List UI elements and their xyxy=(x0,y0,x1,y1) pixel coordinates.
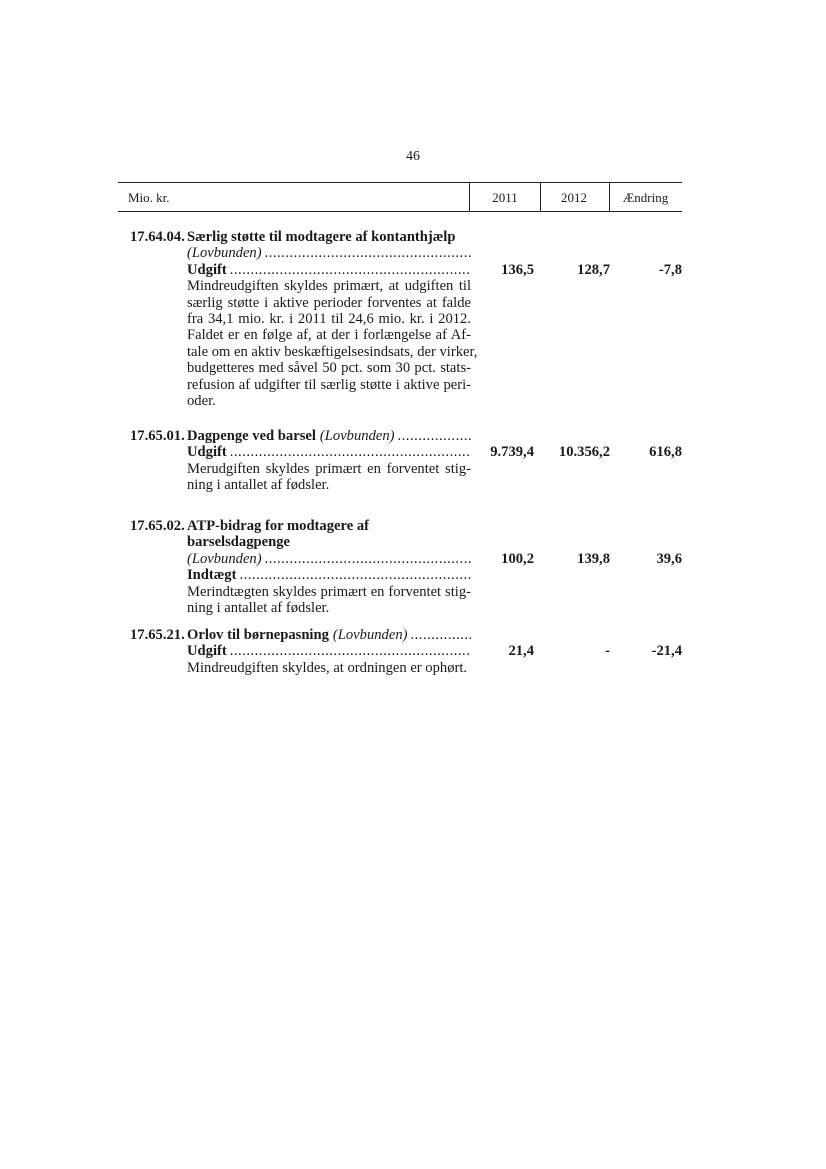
account-code: 17.65.02. xyxy=(130,518,185,534)
description-line: tale om en aktiv beskæftigelsesindsats, der virker, xyxy=(187,343,478,360)
description-line: Mindreudgiften skyldes, at ordningen er ophørt. xyxy=(187,659,468,676)
leader-dots xyxy=(410,627,471,643)
account-code: 17.65.01. xyxy=(130,428,185,444)
value-change: -7,8 xyxy=(658,261,682,278)
leader-dots xyxy=(398,428,472,444)
type-line xyxy=(187,567,471,583)
value-2011: 9.739,4 xyxy=(490,444,534,461)
title-line xyxy=(187,428,471,444)
entry-type: Udgift xyxy=(187,444,227,461)
law-line xyxy=(187,551,471,567)
leader-dots xyxy=(230,262,471,278)
entry-title: Særlig støtte til modtagere af kontanthjælp xyxy=(187,229,456,245)
leader-dots xyxy=(230,444,471,460)
title-line xyxy=(187,627,471,643)
leader-dots xyxy=(239,567,471,583)
description-line: særlig støtte i aktive perioder forventes at falde xyxy=(187,294,471,311)
value-change: 616,8 xyxy=(649,444,682,461)
leader-dots xyxy=(265,551,471,567)
law-label: (Lovbunden) xyxy=(187,550,262,567)
description-line: ning i antallet af fødsler. xyxy=(187,477,330,494)
value-2011: 100,2 xyxy=(501,550,534,567)
entry-description xyxy=(187,278,478,410)
law-label: (Lovbunden) xyxy=(319,428,395,444)
entry-title: Dagpenge ved barsel xyxy=(187,428,316,444)
unit-header: Mio. kr. xyxy=(128,190,170,205)
type-line xyxy=(187,444,471,460)
entry-description xyxy=(187,461,471,494)
column-header-2012: 2012 xyxy=(539,183,610,211)
type-line xyxy=(187,643,471,659)
law-label: (Lovbunden) xyxy=(332,627,408,643)
description-line: Merudgiften skyldes primært en forventet stig- xyxy=(187,460,471,477)
description-line: refusion af udgifter til særlig støtte i aktive peri- xyxy=(187,376,471,393)
account-code: 17.65.21. xyxy=(130,627,185,643)
entry-body xyxy=(187,627,471,676)
table-header xyxy=(118,182,682,212)
leader-dots xyxy=(265,245,471,261)
entry-description xyxy=(187,584,471,617)
value-2012: 128,7 xyxy=(577,261,610,278)
description-line: Mindreudgiften skyldes primært, at udgiften til xyxy=(187,278,471,295)
entry-body xyxy=(187,428,471,494)
entry-description xyxy=(187,660,471,676)
entry-title: ATP-bidrag for modtagere af barselsdagpenge xyxy=(187,518,369,551)
value-2011: 136,5 xyxy=(501,261,534,278)
entry-type: Udgift xyxy=(187,643,227,660)
value-change: 39,6 xyxy=(656,550,682,567)
type-line xyxy=(187,262,471,278)
entry-type: Udgift xyxy=(187,261,227,278)
description-line: budgetteres med såvel 50 pct. som 30 pct. stats- xyxy=(187,360,471,377)
value-2012: 139,8 xyxy=(577,550,610,567)
description-line: oder. xyxy=(187,393,216,410)
law-label: (Lovbunden) xyxy=(187,245,262,262)
page-number: 46 xyxy=(406,149,420,164)
column-header-2011: 2011 xyxy=(469,183,541,211)
description-line: Faldet er en følge af, at der i forlængelse af Af- xyxy=(187,327,471,344)
law-line xyxy=(187,245,471,261)
entry-title: Orlov til børnepasning xyxy=(187,627,329,643)
account-code: 17.64.04. xyxy=(130,229,185,245)
value-change: -21,4 xyxy=(651,643,682,660)
value-2012: - xyxy=(605,643,610,660)
value-2012: 10.356,2 xyxy=(558,444,610,461)
column-header-change: Ændring xyxy=(622,190,669,205)
description-line: ning i antallet af fødsler. xyxy=(187,600,330,617)
leader-dots xyxy=(230,643,471,659)
entry-body xyxy=(187,229,478,410)
entry-type: Indtægt xyxy=(187,567,237,584)
value-2011: 21,4 xyxy=(508,643,534,660)
entry-body xyxy=(187,518,471,616)
description-line: Merindtægten skyldes primært en forventet stig- xyxy=(187,583,471,600)
description-line: fra 34,1 mio. kr. i 2011 til 24,6 mio. kr. i 2012. xyxy=(187,311,471,328)
